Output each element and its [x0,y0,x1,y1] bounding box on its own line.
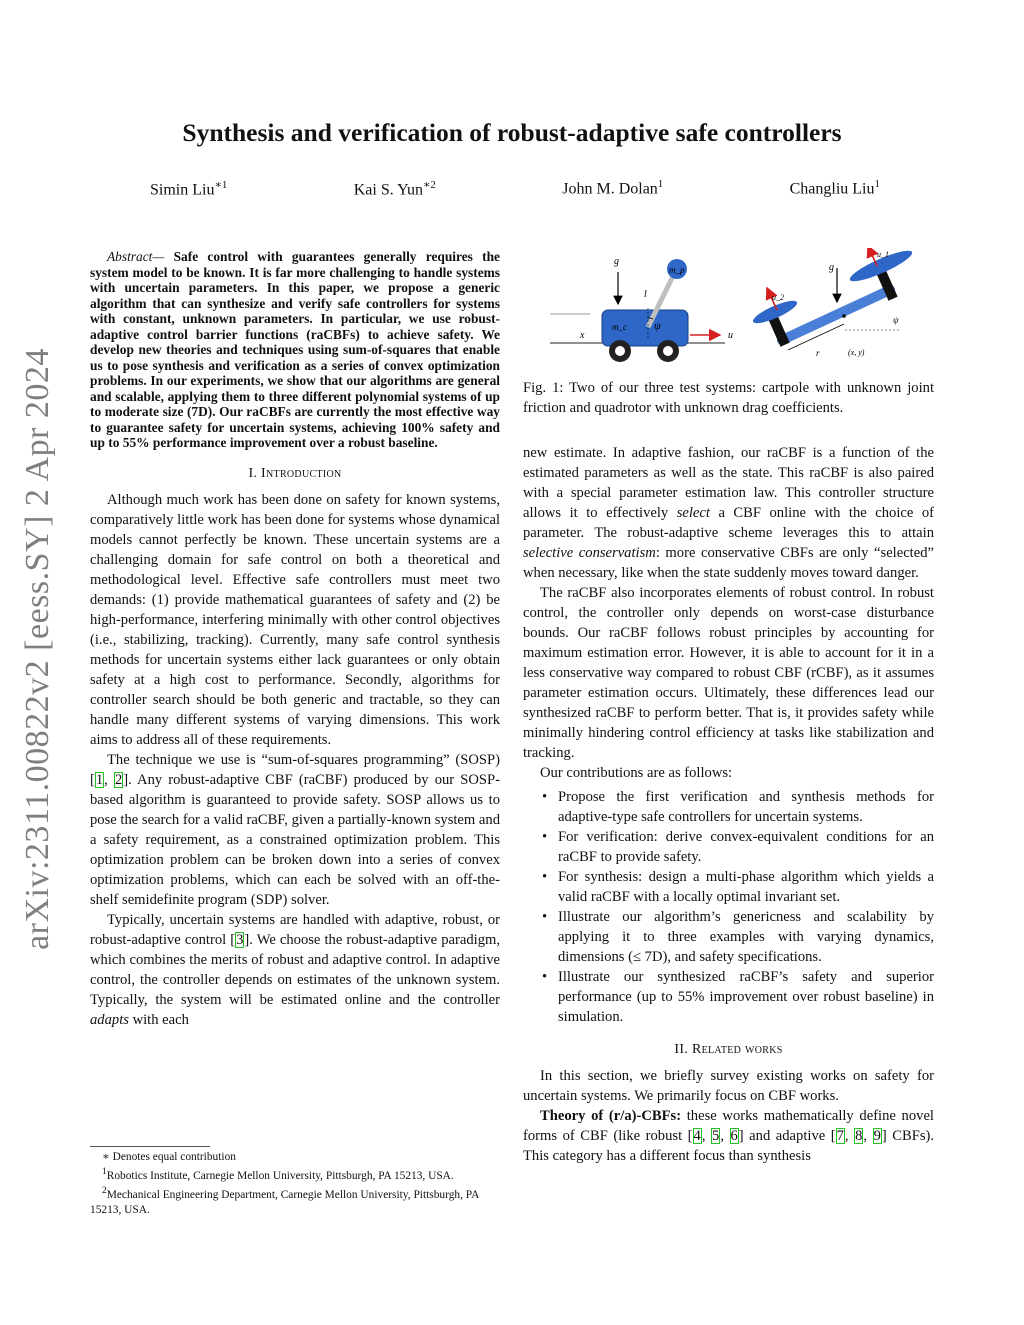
contribution-list [523,787,934,1027]
paragraph: new estimate. In adaptive fashion, our raCBF is a function of the estimated parameters as well as the state. This raCBF is also paired with a special parameter estimation law. This controller structure allows it to effectively select a CBF online with the choice of parameter. The robust-adaptive scheme leverages this to attain selective conservatism: more conservative CBFs are only “selected” when necessary, like when the state suddenly moves toward danger. [523,445,935,581]
author: Simin Liu$^{∗1}$ [150,179,228,199]
label-u: u [728,330,733,341]
label-l: l [644,289,647,300]
footnotes [90,1150,500,1218]
label-mc: m_c [612,322,627,332]
citation-link[interactable]: 3 [236,931,244,948]
label-psi: ψ [654,320,661,332]
label-x: x [580,330,585,341]
cart-wheel-hub [663,346,673,356]
paragraph: In this section, we briefly survey existing works on safety for uncertain systems. We primarily focus on CBF works. [523,1068,934,1104]
author-list [150,178,880,199]
footnote: $^2$Mechanical Engineering Department, Carnegie Mellon University, Pittsburgh, PA 15213, USA. [90,1185,479,1216]
figure-caption: Fig. 1: Two of our three test systems: cartpole with unknown joint friction and quadrotor with unknown drag coefficients. [523,380,934,416]
paragraph: Theory of (r/a)-CBFs: these works mathematically define novel forms of CBF (like robust [4, 5, 6] and adaptive [7, 8, 9] CBFs). This category has a different focus than synthesis [523,1108,935,1164]
list-item: • Propose the first verification and synthesis methods for adaptive-type safe controllers for uncertain systems. [542,789,934,825]
label-psi: ψ [893,315,899,325]
author: Kai S. Yun$^{∗2}$ [353,179,436,199]
citation-link[interactable]: 1 [95,771,104,788]
figure-1 [550,248,930,378]
section-heading: II. Related works [674,1042,783,1057]
paragraph: Our contributions are as follows: [540,765,733,781]
list-item: • For verification: derive convex-equivalent conditions for an raCBF to provide safety. [542,829,934,865]
citation-link[interactable]: 2 [114,771,123,788]
label-r: r [816,348,820,358]
label-u2: u_2 [772,293,784,302]
label-g: g [614,256,619,267]
citation-link[interactable]: 4 [693,1128,701,1144]
paper-title: Synthesis and verification of robust-adaptive safe controllers [182,118,842,147]
citation-link[interactable]: 9 [873,1128,881,1144]
list-item: • For synthesis: design a multi-phase algorithm which yields a valid raCBF with a locally optimal invariant set. [542,869,934,905]
list-item: • Illustrate our algorithm’s genericness and scalability by applying it to three examples with varying dynamics, dimensions (≤ 7D), and safety specifications. [542,909,934,965]
cart-wheel-hub [615,346,625,356]
label-xy: (x, y) [848,348,865,357]
paragraph: The raCBF also incorporates elements of robust control. In robust control, the controller only depends on worst-case disturbance bounds. Our raCBF follows robust principles by accounting for maximum estimation error. However, it is able to account for it in a less conservative way compared to robust CBF (rCBF), as it assumes parameter estimation occurs. Ultimately, these differences lead our synthesized raCBF to perform better. That is, it provides safety while minimally hindering control efficiency at tasks like stabilization and tracking. [523,585,934,761]
right-column [523,443,934,1166]
citation-link[interactable]: 5 [712,1128,720,1144]
label-g: g [829,262,834,273]
quadrotor-body [782,290,890,340]
center-point [842,314,846,318]
list-item: • Illustrate our synthesized raCBF’s safety and superior performance (up to 55% improvement over robust baseline) in simulation. [542,969,934,1025]
label-mp: m_p [669,265,685,275]
citation-link[interactable]: 7 [836,1128,844,1144]
section-title: Related works [691,1042,783,1057]
footnote-rule [90,1146,210,1147]
abstract: Abstract— Safe control with guarantees generally requires the system model to be known. It is far more challenging to handle systems with uncertain parameters. In this paper, we propose a generic algorithm that can synthesize and verify safe controllers for systems with constant, unknown parameters. In particular, we use robust-adaptive control barrier functions (raCBFs) to achieve safety. We develop new theories and techniques using sum-of-squares that enable us to pose synthesis and verification as a series of convex optimization problems. In our experiments, we show that our algorithms are general and scalable, applying them to three different polynomial systems of up to moderate size (7D). Our raCBFs are currently the most effective way to guarantee safety for uncertain systems, achieving 100% safety and up to 55% performance improvement over a robust baseline. [90,249,500,450]
label-u1: u_1 [877,250,889,259]
paragraph: Although much work has been done on safety for known systems, comparatively little work has been done for systems whose dynamical models cannot perfectly be known. These uncertain systems are a challenging domain for safe control on both a theoretical and methodological level. Effective safe controllers must meet two demands: (1) provide mathematical guarantees of safety and (2) be high-performance, interfering minimally with other control objectives (i.e., stabilizing, tracking). Currently, many safe control synthesis methods for uncertain systems either lack guarantees or only obtain safety at a high cost to performance. Secondly, algorithms for controller search should be both generic and tractable, so they can handle many different systems of varying dimensions. This work aims to address all of these requirements. [90,491,500,748]
arxiv-stamp: arXiv:2311.00822v2 [eess.SY] 2 Apr 2024 [19,348,57,950]
footnote: $^1$Robotics Institute, Carnegie Mellon University, Pittsburgh, PA 15213, USA. [102,1167,454,1182]
paragraph: Typically, uncertain systems are handled with adaptive, robust, or robust-adaptive control [3]. We choose the robust-adaptive paradigm, which combines the merits of robust and adaptive control. In adaptive control, the controller depends on estimates of the unknown system. Typically, the system will be estimated online and the controller adapts with each [90,911,500,1028]
rotor-mount [768,315,789,346]
citation-link[interactable]: 6 [730,1128,738,1144]
author: John M. Dolan$^1$ [562,178,664,198]
section-title: Introduction [261,465,342,481]
section-heading: I. Introduction [248,465,342,481]
figure-diagram [550,248,930,378]
citation-link[interactable]: 8 [855,1128,863,1144]
paragraph: The technique we use is “sum-of-squares programming” (SOSP) [1, 2]. Any robust-adaptive CBF (raCBF) produced by our SOSP-based algorithm is guaranteed to provide safety. SOSP allows us to pose the search for a valid raCBF, given a partially-known system and a safety requirement, as a constrained optimization problem. This optimization problem can be broken down into a series of convex optimization problems, which can each be solved with an off-the-shelf semidefinite program (SDP) solver. [90,751,501,908]
footnote: ∗ Denotes equal contribution [102,1151,236,1163]
left-column [90,249,500,1030]
author: Changliu Liu$^1$ [789,178,880,198]
